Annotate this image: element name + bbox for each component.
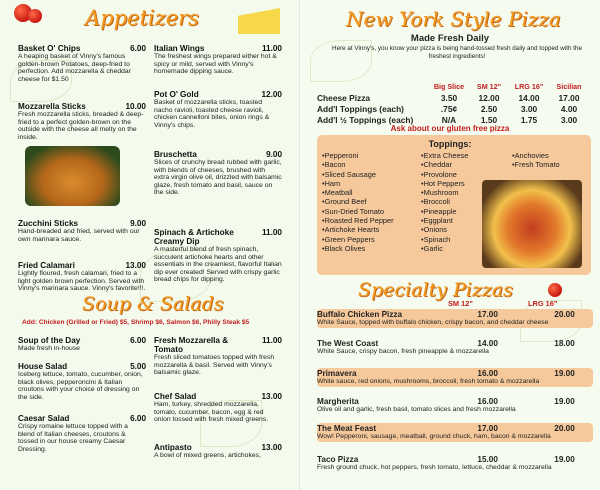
- menu-item: Antipasto 13.00 A bowl of mixed greens, artichokes,: [154, 443, 282, 459]
- tomato-icon: [548, 283, 562, 297]
- specialty-pizza-item: Primavera 16.00 19.00 White sauce, red onions, mushrooms, broccoli, fresh tomato & mozzarella: [317, 368, 593, 387]
- menu-item: Fried Calamari 13.00 Lightly floured, fresh calamari, fried to a light golden brown perfection. Served with Vinny's marinara sauce. Vinny's favorite!!!.: [18, 261, 146, 293]
- topping-item: •Fresh Tomato: [512, 160, 560, 170]
- specialty-pizza-item: Taco Pizza 15.00 19.00 Fresh ground chuck, hot peppers, fresh tomato, lettuce, cheddar & mozzarella: [317, 455, 575, 471]
- topping-item: •Eggplant: [421, 216, 453, 226]
- topping-item: •Ham: [322, 178, 341, 188]
- specialty-pizza-item: The Meat Feast 17.00 20.00 Wow! Pepperoni, sausage, meatball, ground chuck, ham, bacon & mozzarella: [317, 423, 593, 442]
- menu-item: Soup of the Day 6.00 Made fresh in-house: [18, 336, 146, 352]
- specialty-title: Specialty Pizzas: [358, 279, 513, 301]
- soups-addon-note: Add: Chicken (Grilled or Fried) $5, Shrimp $6, Salmon $6, Philly Steak $5: [22, 319, 250, 326]
- pizza-title: New York Style Pizza: [346, 7, 561, 31]
- topping-item: •Sun-Dried Tomato: [322, 206, 385, 216]
- topping-item: •Artichoke Hearts: [322, 225, 380, 235]
- price-row: Add'l ½ Toppings (each) N/A 1.50 1.75 3.00: [317, 114, 578, 125]
- menu-item: Caesar Salad 6.00 Crispy romaine lettuce topped with a blend of Italian cheeses, croutons & tossed in our house creamy Caesar Dressing.: [18, 414, 146, 453]
- topping-item: •Extra Cheese: [421, 151, 469, 160]
- menu-item: Zucchini Sticks 9.00 Hand-breaded and fried, served with our own marinara sauce.: [18, 219, 146, 243]
- mozzarella-sticks-photo: [25, 146, 120, 206]
- topping-item: •Cheddar: [421, 160, 452, 170]
- specialty-pizza-item: The West Coast 14.00 18.00 White Sauce, crispy bacon, fresh pineapple & mozzarella: [317, 339, 575, 355]
- menu-item: Fresh Mozzarella & Tomato 11.00 Fresh sliced tomatoes topped with fresh mozzarella & basil. Served with Vinny's balsamic glaze.: [154, 336, 282, 377]
- topping-item: •Sliced Sausage: [322, 169, 376, 179]
- soups-title: Soup & Salads: [82, 293, 224, 315]
- topping-item: •Bacon: [322, 160, 346, 170]
- menu-item: Chef Salad 13.00 Ham, turkey, shredded mozzarella, tomato, cucumber, bacon, egg & red onion tossed with fresh mixed greens.: [154, 392, 282, 424]
- topping-item: •Mushroom: [421, 188, 459, 198]
- specialty-pizza-item: Margherita 16.00 19.00 Olive oil and garlic, fresh basil, tomato slices and fresh mozzarella: [317, 397, 575, 413]
- menu-item: Italian Wings 11.00 The freshest wings prepared either hot & spicy or mild, served with Vinny's homemade dipping sauce.: [154, 44, 282, 76]
- topping-item: •Pepperoni: [322, 151, 359, 160]
- topping-item: •Pineapple: [421, 206, 457, 216]
- topping-item: •Green Peppers: [322, 234, 375, 244]
- price-row: Add'l Toppings (each) .75¢ 2.50 3.00 4.00: [317, 103, 578, 114]
- topping-item: •Spinach: [421, 234, 451, 244]
- tomato-icon: [28, 9, 42, 23]
- menu-item: Mozzarella Sticks 10.00 Fresh mozzarella sticks, breaded & deep-fried to a perfect golden-brown on the outside with the cheese all melty on the inside.: [18, 102, 146, 141]
- pizza-subtitle: Made Fresh Daily: [410, 33, 490, 44]
- topping-item: •Garlic: [421, 243, 443, 253]
- topping-item: •Hot Peppers: [421, 178, 465, 188]
- toppings-list: [421, 151, 468, 253]
- toppings-list: [512, 151, 560, 170]
- appetizers-title: Appetizers: [85, 6, 199, 30]
- menu-item: House Salad 5.00 Iceberg lettuce, tomato, cucumber, onion, black olives, pepperoncini & Italian croutons with your choice of dressing on the side.: [18, 362, 146, 401]
- topping-item: •Anchovies: [512, 151, 549, 160]
- topping-item: •Provolone: [421, 169, 457, 179]
- menu-item: Spinach & Artichoke Creamy Dip 11.00 A masterful blend of fresh spinach, succulent artichoke hearts and other essentials in the creamiest, flavorful Italian dip ever created! Served with crispy garlic bread chips for dipping.: [154, 228, 282, 284]
- topping-item: •Ground Beef: [322, 197, 367, 207]
- topping-item: •Meatball: [322, 188, 353, 198]
- menu-item: Bruschetta 9.00 Slices of crunchy bread rubbed with garlic, with blends of cheeses, brushed with extra virgin olive oil, drizzled with balsamic glaze, fresh tomato and basil, sauce on the side.: [154, 150, 282, 197]
- topping-item: •Roasted Red Pepper: [322, 216, 394, 226]
- pizza-price-table: [317, 82, 589, 125]
- cheese-icon: [238, 8, 280, 34]
- topping-item: •Broccoli: [421, 197, 450, 207]
- menu-item: Basket O' Chips 6.00 A heaping basket of Vinny's famous golden-brown Potatoes, deep-fried to perfection. Add mozzarella & cheddar cheese for $1.50: [18, 44, 146, 83]
- pizza-intro: Here at Vinny's, you know your pizza is being hand-tossed fresh daily and topped with the freshest ingredients!: [332, 45, 582, 60]
- topping-item: •Black Olives: [322, 243, 366, 253]
- toppings-list: [322, 151, 394, 253]
- specialty-header-sm: SM 12": [448, 299, 473, 308]
- specialty-pizza-item: Buffalo Chicken Pizza 17.00 20.00 White Sauce, topped with buffalo chicken, crispy bacon, and cheddar cheese: [317, 309, 593, 328]
- specialty-header-lrg: LRG 16": [528, 299, 558, 308]
- topping-item: •Onions: [421, 225, 448, 235]
- toppings-title: Toppings:: [428, 139, 472, 149]
- menu-item: Pot O' Gold 12.00 Basket of mozzarella sticks, toasted nacho ravioli, toasted cheese ravioli, chicken cannelloni bites, onion rings & Vinny's chips.: [154, 90, 282, 129]
- price-table-header: Big Slice SM 12" LRG 16" Sicilian: [433, 82, 582, 91]
- pizza-photo: [482, 180, 582, 268]
- price-row: Cheese Pizza 3.50 12.00 14.00 17.00: [317, 92, 580, 103]
- gluten-free-note: Ask about our gluten free pizza: [390, 124, 510, 133]
